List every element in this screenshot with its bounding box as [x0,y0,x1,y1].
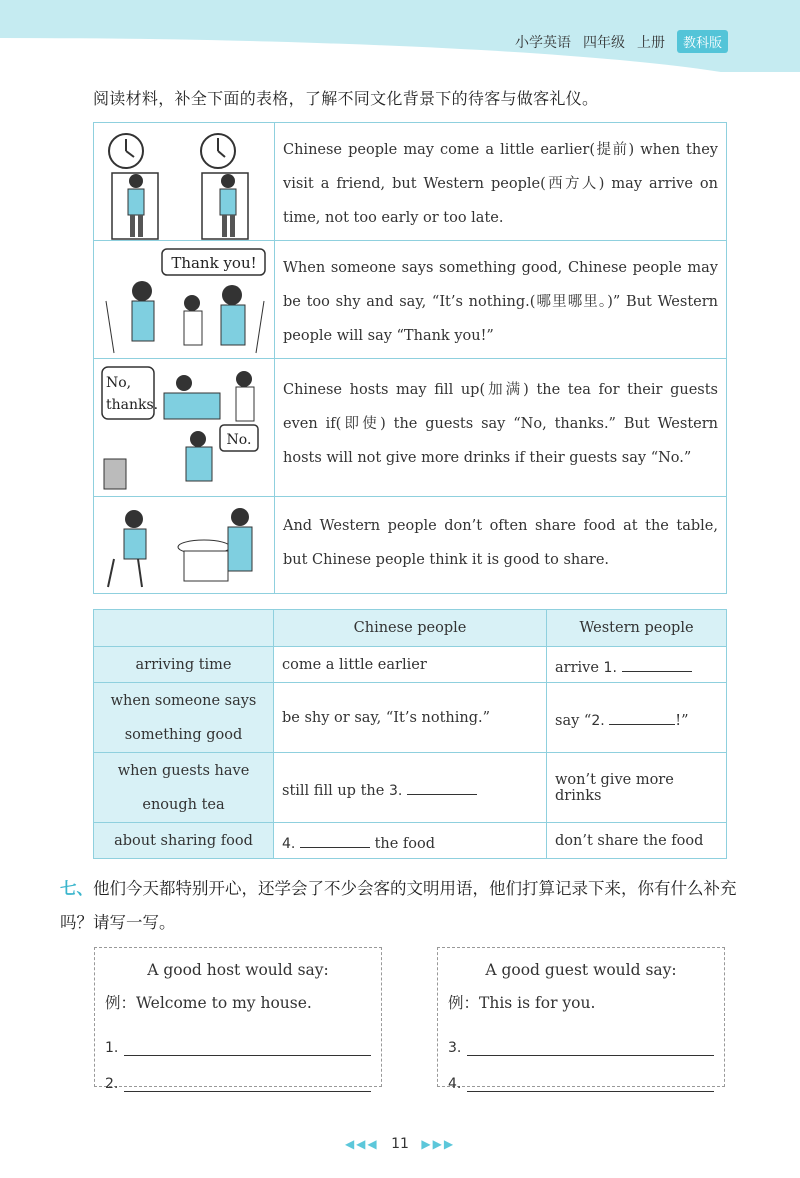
chinese-cell [274,753,547,823]
answer-blank[interactable] [407,776,477,795]
blank-number: 3. [448,1040,462,1056]
reading-text-1: Chinese people may come a little earlier(提前) when they visit a friend, but Western people(西方人) may arrive on time, not too early or too late. [283,142,718,226]
blank-number: 3. [388,783,403,799]
blank-number: 2. [105,1076,119,1092]
chinese-prefix: still fill up the [282,783,385,799]
guest-answer-line-4[interactable] [448,1056,714,1092]
chinese-cell: come a little earlier [274,647,547,683]
chinese-cell: be shy or say, “It’s nothing.” [274,683,547,753]
blank-number: 4. [282,836,296,852]
western-cell: don’t share the food [547,823,727,859]
reading-panel [93,122,727,594]
reading-row [94,123,726,241]
answer-blank[interactable] [609,706,675,725]
left-arrows-icon: ◀◀◀ [344,1137,379,1151]
western-prefix: arrive [555,660,599,676]
row-label: when someone says something good [94,683,274,753]
chinese-suffix: the food [374,836,436,852]
western-cell [547,683,727,753]
table-header-row [94,610,727,647]
exercise-7-prompt [60,872,740,940]
reading-row [94,241,726,359]
exercise-number: 七、 [60,879,93,898]
page-header [515,30,728,53]
host-answer-line-2[interactable] [105,1056,371,1092]
guest-example: 例：This is for you. [448,994,596,1012]
western-cell [547,647,727,683]
header-chinese: Chinese people [274,610,547,647]
guest-box-title: A good guest would say: [485,961,677,979]
western-cell: won’t give more drinks [547,753,727,823]
bubble-no: No. [226,432,252,448]
page-footer [0,1136,800,1152]
blank-number: 1. [105,1040,119,1056]
grade-label: 四年级 [582,34,625,51]
reading-text-4: And Western people don’t often share food at the table, but Chinese people think it is good to share. [283,518,718,568]
bubble-thank-you: Thank you! [171,254,257,272]
compliment-illustration [94,241,275,358]
table-row [94,683,727,753]
reading-text-3: Chinese hosts may fill up(加满) the tea for their guests even if(即使) the guests say “No, thanks.” But Western hosts will not give more drinks if their guests say “No.” [283,382,718,466]
table-row [94,647,727,683]
blank-number: 2. [591,713,605,729]
blank-number: 1. [603,660,617,676]
row-label: when guests have enough tea [94,753,274,823]
header-western: Western people [547,610,727,647]
volume-label: 上册 [636,34,665,51]
subject-label: 小学英语 [514,34,571,51]
guest-answer-line-3[interactable] [448,1020,714,1056]
host-example: 例：Welcome to my house. [105,994,312,1012]
clock-illustration [94,123,275,240]
row-label: about sharing food [94,823,274,859]
bubble-no-thanks-2: thanks. [106,397,159,413]
tea-illustration [94,359,275,496]
chinese-cell [274,823,547,859]
guest-phrases-box [437,947,725,1092]
host-box-title: A good host would say: [147,961,329,979]
exercise-7-text: 他们今天都特别开心，还学会了不少会客的文明用语，他们打算记录下来，你有什么补充吗？请写一写。 [60,879,737,932]
right-arrows-icon: ▶▶▶ [421,1137,456,1151]
row-label: arriving time [94,647,274,683]
instruction-text: 阅读材料，补全下面的表格，了解不同文化背景下的待客与做客礼仪。 [93,89,599,108]
header-empty [94,610,274,647]
edition-badge: 教科版 [677,30,728,53]
answer-blank[interactable] [300,829,370,848]
western-prefix: say “ [555,713,592,729]
reading-row [94,359,726,497]
table-row [94,753,727,823]
table-row [94,823,727,859]
answer-blank[interactable] [622,653,692,672]
host-phrases-box [94,947,382,1092]
blank-number: 4. [448,1076,462,1092]
western-suffix: !” [675,713,689,729]
host-answer-line-1[interactable] [105,1020,371,1056]
bubble-no-thanks-1: No, [106,375,132,391]
reading-text-2: When someone says something good, Chinese people may be too shy and say, “It’s nothing.(哪里哪里。)” But Western people will say “Thank you!” [283,260,718,344]
comparison-table [93,609,727,859]
sharing-food-illustration [94,497,275,593]
page-number: 11 [391,1136,409,1152]
reading-row [94,497,726,593]
